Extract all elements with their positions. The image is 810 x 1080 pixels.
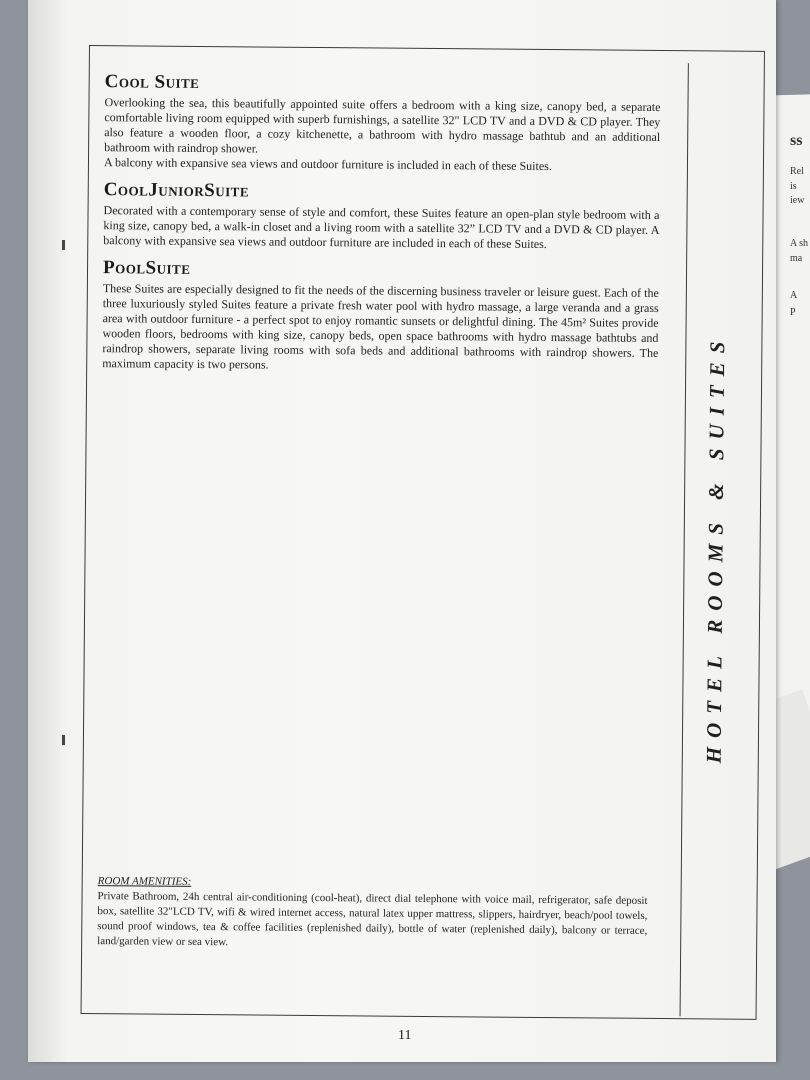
under-page-fragment: ma — [790, 253, 803, 264]
section-paragraph: Decorated with a contemporary sense of style and comfort, these Suites feature an open-plan style bedroom with a king size, canopy bed, a walk-in closet and a living room with a satellite 32” LCD TV and a DVD & CD player. A balcony with expansive sea views and outdoor furniture are included in each of these Suites. — [103, 203, 660, 252]
suites-content — [102, 71, 661, 388]
side-title-column — [682, 63, 762, 1017]
under-page-fragment: ss — [790, 132, 803, 149]
staple-mark — [62, 240, 65, 250]
section-title: CoolJuniorSuite — [103, 179, 250, 202]
section-pool-suite — [102, 257, 659, 376]
section-cool-junior-suite — [103, 179, 660, 253]
section-paragraph: A balcony with expansive sea views and outdoor furniture is included in each of these Suites. — [103, 155, 552, 174]
under-page-fragment: A — [790, 290, 798, 301]
under-page-fragment: A sh — [790, 238, 809, 249]
side-title: HOTEL ROOMS & SUITES — [701, 332, 730, 764]
section-title: PoolSuite — [102, 257, 191, 279]
section-cool-suite — [103, 71, 661, 175]
section-paragraph: Overlooking the sea, this beautifully appointed suite offers a bedroom with a king size, canopy bed, a separate comfortable living room equipped with superb furnishings, a satellite 32" LCD TV and a DVD & CD player. They also feature a wooden floor, a cozy kitchenette, a bathroom with hydro massage bathtub and an additional bathroom with raindrop shower. — [104, 95, 661, 156]
under-page-fragment: P — [790, 307, 796, 318]
under-page-fragment: is — [790, 181, 797, 192]
room-amenities — [97, 874, 648, 954]
section-title: Cool Suite — [104, 71, 200, 93]
amenities-text: Private Bathroom, 24h central air-conditioning (cool-heat), direct dial telephone with voice mail, refrigerator, safe deposit box, satellite 32"LCD TV, wifi & wired internet access, natural latex upper mattress, slippers, hairdryer, beach/pool towels, sound proof windows, tea & coffee facilities (replenished daily), bottle of water (replenished daily), balcony or terrace, land/garden view or sea view. — [97, 890, 648, 949]
staple-mark — [62, 735, 65, 745]
under-page-fragment: Rel — [790, 166, 804, 177]
under-page-fragment: iew — [790, 195, 805, 206]
amenities-title: ROOM AMENITIES: — [97, 875, 192, 888]
page-frame — [81, 45, 765, 1020]
page-number: 11 — [398, 1028, 412, 1043]
section-paragraph: These Suites are especially designed to fit the needs of the discerning business traveler or leisure guest. Each of the three luxuriously styled Suites feature a private fresh water pool with hydro massage, a large veranda and a grass area with outdoor furniture - a perfect spot to enjoy romantic sunsets or delightful dining. The 45m² Suites provide wooden floors, bedrooms with king size, canopy beds, open space bathrooms with hydro massage bathtubs and raindrop showers, separate living rooms with sofa beds and additional bathrooms with raindrop showers. The maximum capacity is two persons. — [102, 281, 659, 372]
